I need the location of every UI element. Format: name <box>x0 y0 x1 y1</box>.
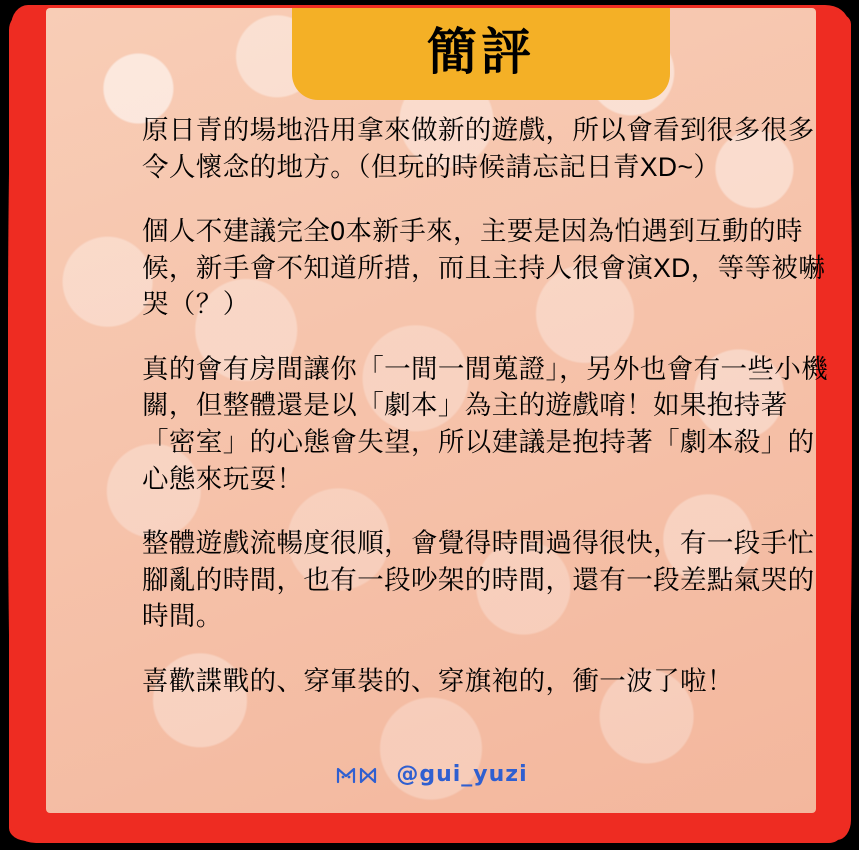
page-title: 簡評 <box>427 24 535 80</box>
content-panel <box>46 8 829 813</box>
paragraph: 喜歡諜戰的、穿軍裝的、穿旗袍的，衝一波了啦！ <box>142 665 734 696</box>
paragraph: 真的會有房間讓你「一間一間蒐證」，另外也會有一些小機關，但整體還是以「劇本」為主的遊戲唷！如果抱持著「密室」的心態會失望，所以建議是抱持著「劇本殺」的心態來玩耍！ <box>142 353 829 494</box>
signature-block <box>46 761 816 787</box>
title-ribbon <box>292 8 670 100</box>
paragraph: 原日青的場地沿用拿來做新的遊戲，所以會看到很多很多令人懷念的地方。（但玩的時候請忘記日青XD~） <box>142 115 815 182</box>
paragraph: 個人不建議完全0本新手來，主要是因為怕遇到互動的時候，新手會不知道所措，而且主持人很會演XD，等等被嚇哭（？） <box>142 216 826 320</box>
review-body <box>142 112 830 699</box>
author-handle: @gui_yuzi <box>396 761 528 787</box>
cat-face-icon <box>334 761 388 787</box>
paragraph: 整體遊戲流暢度很順，會覺得時間過得很快，有一段手忙腳亂的時間，也有一段吵架的時間，還有一段差點氣哭的時間。 <box>142 528 815 632</box>
